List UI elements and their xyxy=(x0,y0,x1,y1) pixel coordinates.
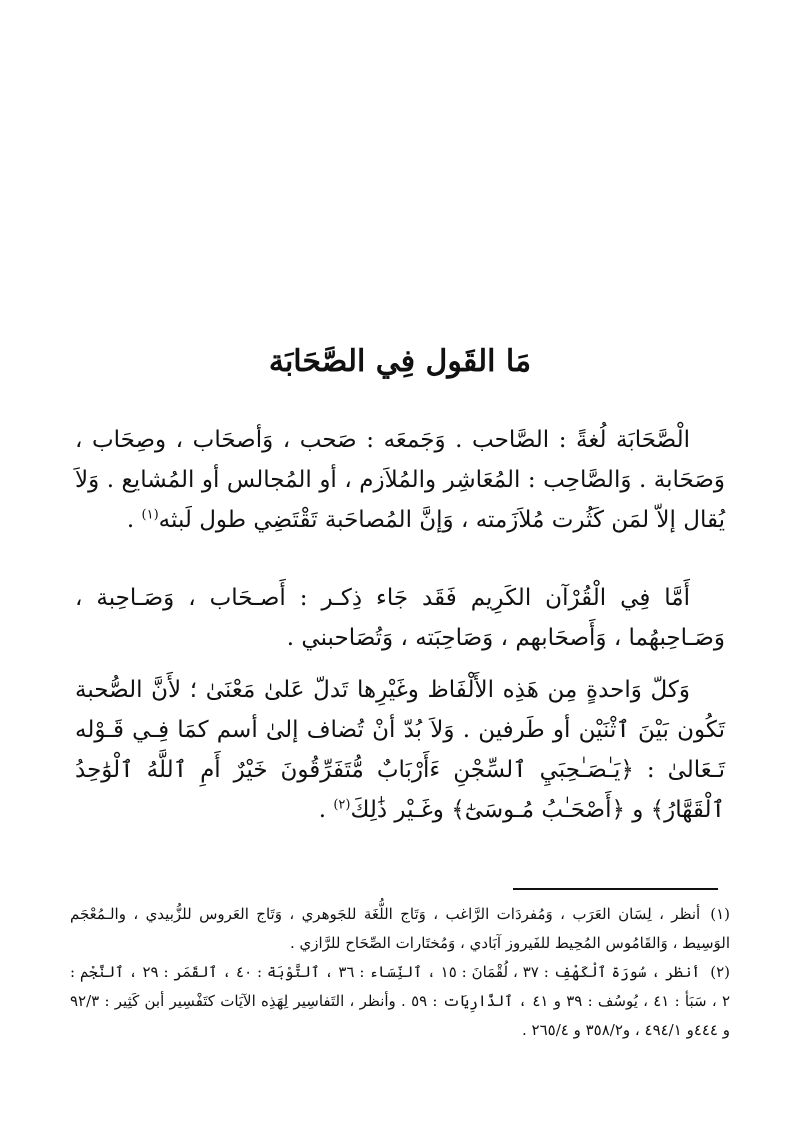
paragraph-text: وَكلّ وَاحدةٍ مِن هَذِه الأَلْفَاظ وغَيْرِها تَدلّ عَلىٰ مَعْنَىٰ ؛ لأَنَّ الصُّحبة تَكُون بَيْنَ ٱثْنَيْن أو طَرفين . وَلاَ بُدّ أنْ تُضاف إلىٰ أسم كمَا فِـي قَـوْله تَـعَالىٰ : ﴿يَـٰصَـٰحِبَيِ ٱلسِّجْنِ ءَأَرْبَابٌ مُّتَفَرِّقُونَ خَيْرٌ أَمِ ٱللَّهُ ٱلْوَٰحِدُ ٱلْقَهَّارُ﴾ و ﴿أَصْحَـٰبُ مُـوسَىٰٓ﴾ وغَـيْر ذَٰلِكَ xyxy=(75,677,725,823)
paragraph-definition xyxy=(75,420,725,540)
page-title: مَا القَول فِي الصَّحَابَة xyxy=(268,344,532,379)
footnote-number: (٢) xyxy=(710,963,731,981)
paragraph-text: الْصَّحَابَة لُغةً : الصَّاحب . وَجَمعَه : صَحب ، وَأصحَاب ، وصِحَاب ، وَصَحَابة . وَالصَّاحِب : المُعَاشِر والمُلاَزم ، أو المُجالس أو المُشايع . وَلاَ يُقال إلاّ لمَن كَثُرت مُلاَزَمته ، وَإنَّ المُصاحَبة تَقْتَضِي طول لَبثه xyxy=(75,427,725,533)
footnote-text: أنظر ، لِسَان العَرَب ، وَمُفردَات الرَّاغب ، وَتَاج اللُّغَة للجَوهري ، وَتَاج العَروس للزُّبيدي ، والـمُعْجَم الوَسِيط ، وَالقَامُوس المُحِيط للفَيروز آبَادي ، وَمُختَارات الصِّحَاح للرَّازي . xyxy=(70,905,730,952)
paragraph-end: . xyxy=(126,507,142,533)
paragraph-meaning xyxy=(75,670,725,830)
footnote-ref-1[interactable]: (١) xyxy=(141,507,159,523)
footnote-1 xyxy=(70,900,730,958)
footnotes-section xyxy=(70,900,730,1045)
paragraph-end: . xyxy=(318,797,334,823)
paragraph-quran-mentions xyxy=(75,578,725,658)
footnote-divider xyxy=(513,888,718,890)
footnote-ref-2[interactable]: (٢) xyxy=(333,797,351,813)
paragraph-text: أَمَّا فِي الْقُرْآن الكَرِيم فَقَد جَاء ذِكـر : أَصـحَاب ، وَصَـاحِبة ، وَصَـاحِبهُما ، وَأَصحَابهم ، وَصَاحِبَته ، وَتُصَاحبني . xyxy=(75,585,725,651)
footnote-number: (١) xyxy=(710,905,730,923)
footnote-2 xyxy=(70,958,730,1045)
footnote-text: أنظر ، سُورَة ٱلْكَهْفِ : ٣٧ ، لُقْمَانَ : ١٥ ، ٱلنِّسَاء : ٣٦ ، ٱلتَّوْبَة : ٤٠ ، ٱلقَمَر : ٢٩ ، ٱلنَّجْم : ٢ ، سَبَأ : ٤١ ، يُوسُف : ٣٩ و ٤١ ، ٱلذَّارِيَات : ٥٩ . وأنظر ، التَفاسِير لِهَذِه الآيَات كتَفْسِير أبن كَثِير : ٩٢/٣ و ٤٤٤و ٤٩٤/١ ، و٣٥٨/٢ و ٢٦٥/٤ . xyxy=(70,963,730,1039)
